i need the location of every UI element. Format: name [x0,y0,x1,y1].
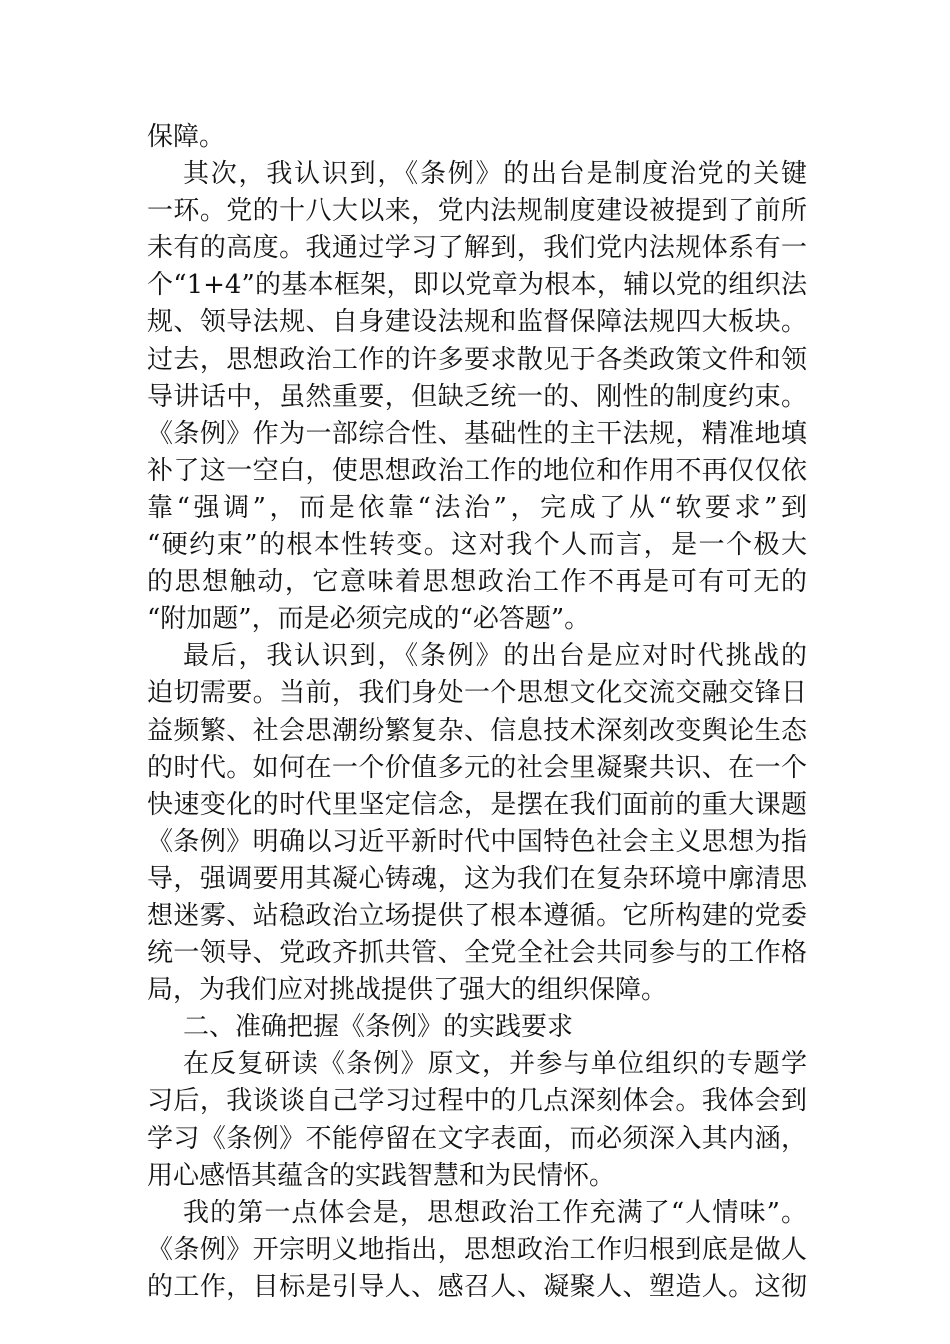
document-body [147,119,807,1306]
text-line: 一环。党的十八大以来，党内法规制度建设被提到了前所 [147,196,807,227]
text-line: 统一领导、党政齐抓共管、全党全社会共同参与的工作格 [147,938,807,969]
text-line: 《条例》作为一部综合性、基础性的主干法规，精准地填 [147,418,807,449]
text-line: 最后，我认识到，《条例》的出台是应对时代挑战的 [183,641,807,672]
paragraph [147,119,807,156]
text-line: 的工作，目标是引导人、感召人、凝聚人、塑造人。这彻 [147,1271,807,1302]
text-line: 保障。 [147,122,226,152]
text-line: 补了这一空白，使思想政治工作的地位和作用不再仅仅依 [147,455,807,486]
text-line: 其次，我认识到，《条例》的出台是制度治党的关键 [183,159,807,190]
text-line: 的思想触动，它意味着思想政治工作不再是可有可无的 [147,567,807,598]
paragraph [147,156,807,638]
text-line: 的时代。如何在一个价值多元的社会里凝聚共识、在一个 [147,752,807,783]
text-line: 用心感悟其蕴含的实践智慧和为民情怀。 [147,1160,616,1191]
text-line: 习后，我谈谈自己学习过程中的几点深刻体会。我体会到 [147,1086,807,1117]
text-line: “硬约束”的根本性转变。这对我个人而言，是一个极大 [147,530,807,561]
text-line: 《条例》开宗明义地指出，思想政治工作归根到底是做人 [147,1234,807,1265]
text-line: 想迷雾、站稳政治立场提供了根本遵循。它所构建的党委 [147,900,807,931]
text-line: “附加题”，而是必须完成的“必答题”。 [147,604,591,635]
text-line: 快速变化的时代里坚定信念，是摆在我们面前的重大课题 [147,789,807,820]
text-line: 《条例》明确以习近平新时代中国特色社会主义思想为指 [147,826,807,857]
paragraph [147,1046,807,1194]
section-heading [147,1009,807,1046]
text-line: 我的第一点体会是，思想政治工作充满了“人情味”。 [183,1197,807,1228]
paragraph [147,638,807,1009]
text-line: 在反复研读《条例》原文，并参与单位组织的专题学 [183,1049,807,1080]
text-line: 导讲话中，虽然重要，但缺乏统一的、刚性的制度约束。 [147,381,807,412]
text-line: 靠“强调”，而是依靠“法治”，完成了从“软要求”到 [147,492,807,523]
text-line: 未有的高度。我通过学习了解到，我们党内法规体系有一 [147,233,807,264]
paragraph [147,1195,807,1306]
text-line: 二、准确把握《条例》的实践要求 [183,1012,574,1043]
text-line: 学习《条例》不能停留在文字表面，而必须深入其内涵， [147,1123,807,1154]
text-line: 过去，思想政治工作的许多要求散见于各类政策文件和领 [147,344,807,375]
text-line: 导，强调要用其凝心铸魂，这为我们在复杂环境中廓清思 [147,863,807,894]
text-line: 局，为我们应对挑战提供了强大的组织保障。 [147,975,668,1006]
text-line: 规、领导法规、自身建设法规和监督保障法规四大板块。 [147,307,807,338]
text-line: 迫切需要。当前，我们身处一个思想文化交流交融交锋日 [147,678,807,709]
text-line: 益频繁、社会思潮纷繁复杂、信息技术深刻改变舆论生态 [147,715,807,746]
text-line: 个“1+4”的基本框架，即以党章为根本，辅以党的组织法 [147,270,807,301]
